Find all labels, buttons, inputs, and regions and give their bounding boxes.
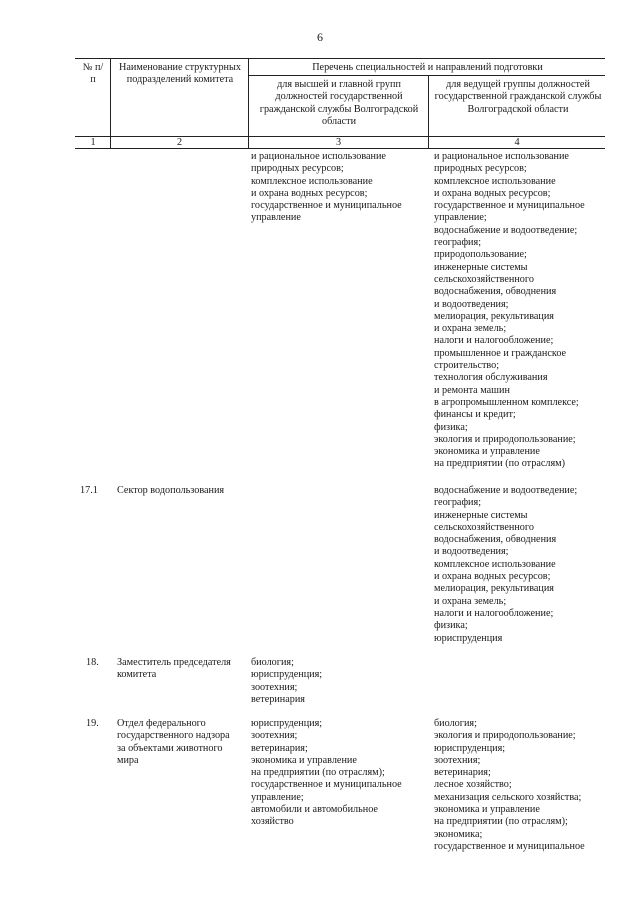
text-line: экономика и управление (434, 446, 540, 458)
text-line: комитета (117, 669, 157, 681)
text-line: экология и природопользование; (434, 730, 576, 742)
text-line: на предприятии (по отраслям) (434, 458, 565, 470)
text-line: ветеринария (251, 693, 305, 705)
text-line: мелиорация, рекультивация (434, 310, 554, 322)
text-line: механизация сельского хозяйства; (434, 791, 582, 803)
column-number-4: 4 (514, 137, 520, 148)
text-line: за объектами животного (117, 742, 223, 754)
text-line: государственное и муниципальное (434, 840, 585, 852)
header-number: № п/п (82, 62, 104, 86)
text-line: управление; (434, 212, 487, 224)
text-line: и охрана водных ресурсов; (434, 187, 551, 199)
text-line: водоснабжение и водоотведение; (434, 224, 578, 236)
text-line: и рациональное использование (434, 151, 569, 162)
text-line: государственное и муниципальное (251, 779, 402, 791)
text-line: и охрана земель; (434, 323, 507, 335)
text-line: управление (251, 212, 301, 224)
text-line: промышленное и гражданское (434, 347, 567, 359)
text-line: природных ресурсов; (251, 163, 344, 175)
text-line: на предприятии (по отраслям); (251, 767, 385, 779)
text-line: Сектор водопользования (117, 485, 225, 496)
text-line: физика; (434, 620, 468, 632)
text-line: экономика и управление (251, 754, 357, 766)
row-department-name (117, 718, 230, 767)
text-line: в агропромышленном комплексе; (434, 396, 579, 408)
text-line: мелиорация, рекультивация (434, 583, 554, 595)
text-line: государственное и муниципальное (251, 200, 402, 212)
text-line: экология и природопользование; (434, 433, 576, 445)
row-number: 17.1 (80, 485, 98, 496)
text-line: сельскохозяйственного (434, 273, 534, 285)
text-line: биология; (251, 657, 294, 668)
text-line: и водоотведения; (434, 546, 509, 558)
text-line: юриспруденция; (434, 742, 506, 754)
text-line: природопользование; (434, 249, 527, 261)
header-department-name: Наименование структурных подразделений комитета (119, 62, 241, 86)
column-number-3: 3 (335, 137, 342, 148)
text-line: экономика; (434, 828, 483, 840)
group-header-border (248, 75, 605, 76)
text-line: государственное и муниципальное (434, 200, 585, 212)
text-line: и охрана водных ресурсов; (251, 187, 368, 199)
cont-col4-list (434, 151, 585, 471)
text-line: юриспруденция; (251, 718, 323, 729)
row-department-name (117, 657, 231, 682)
text-line: ветеринария; (434, 767, 491, 779)
text-line: налоги и налогообложение; (434, 607, 554, 619)
text-line: Заместитель председателя (117, 657, 231, 668)
text-line: физика; (434, 421, 468, 433)
row-col4-list (434, 718, 585, 853)
text-line: мира (117, 754, 139, 766)
text-line: экономика и управление (434, 804, 540, 816)
header-leading-group: для ведущей группы должностей государственной гражданской службы Волгоградской области (434, 79, 602, 115)
text-line: Отдел федерального (117, 718, 206, 729)
text-line: технология обслуживания (434, 372, 548, 384)
text-line: комплексное использование (434, 558, 556, 570)
text-line: зоотехния; (251, 681, 298, 693)
text-line: и охрана земель; (434, 595, 507, 607)
text-line: государственного надзора (117, 730, 230, 742)
text-line: хозяйство (251, 816, 294, 828)
column-number-2: 2 (176, 137, 183, 148)
row-col4-list (434, 485, 577, 645)
col-divider-1 (110, 58, 111, 148)
column-number-1: 1 (90, 137, 96, 148)
row-col3-list (251, 657, 322, 706)
text-line: управление; (251, 791, 304, 803)
header-senior-groups: для высшей и главной групп должностей государственной гражданской службы Волгоградской области (259, 79, 419, 127)
text-line: лесное хозяйство; (434, 779, 512, 791)
text-line: налоги и налогообложение; (434, 335, 554, 347)
text-line: водоснабжение и водоотведение; (434, 485, 578, 496)
text-line: и ремонта машин (434, 384, 510, 396)
row-number: 18. (86, 657, 99, 668)
text-line: финансы и кредит; (434, 409, 516, 421)
text-line: инженерные системы (434, 509, 528, 521)
text-line: юриспруденция; (251, 669, 323, 681)
text-line: водоснабжения, обводнения (434, 534, 557, 546)
text-line: комплексное использование (251, 175, 373, 187)
text-line: на предприятии (по отраслям); (434, 816, 568, 828)
text-line: автомобили и автомобильное (251, 804, 378, 816)
text-line: юриспруденция (434, 632, 503, 644)
text-line: природных ресурсов; (434, 163, 527, 175)
text-line: строительство; (434, 360, 500, 372)
text-line: зоотехния; (251, 730, 298, 742)
header-specialties-group: Перечень специальностей и направлений подготовки (312, 62, 543, 73)
text-line: зоотехния; (434, 754, 481, 766)
row-number: 19. (86, 718, 99, 729)
text-line: география; (434, 497, 482, 509)
col-divider-2 (248, 58, 249, 148)
page-number: 6 (317, 30, 323, 44)
text-line: география; (434, 237, 482, 249)
text-line: и охрана водных ресурсов; (434, 571, 551, 583)
row-col3-list (251, 718, 402, 829)
text-line: сельскохозяйственного (434, 521, 534, 533)
text-line: ветеринария; (251, 742, 308, 754)
row-department-name (117, 485, 224, 497)
table-top-border (75, 58, 605, 59)
text-line: инженерные системы (434, 261, 528, 273)
text-line: водоснабжения, обводнения (434, 286, 557, 298)
text-line: и рациональное использование (251, 151, 386, 162)
text-line: биология; (434, 718, 477, 729)
text-line: комплексное использование (434, 175, 556, 187)
cont-col3-list (251, 151, 402, 225)
text-line: и водоотведения; (434, 298, 509, 310)
